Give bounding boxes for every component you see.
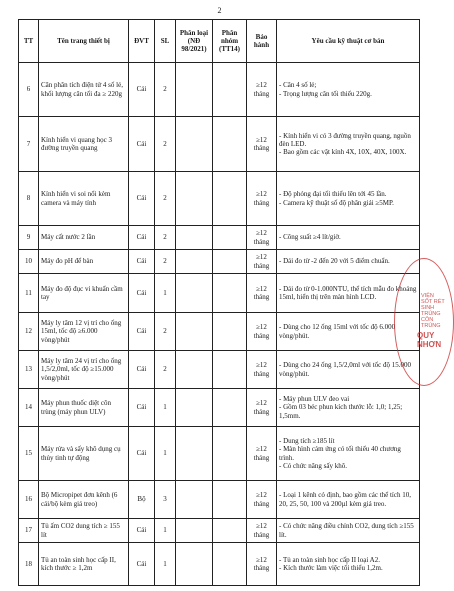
row-name-cell: Máy ly tâm 24 vị trí cho ống 1,5/2,0ml, tốc độ ≥15.000 vòng/phút bbox=[39, 351, 129, 389]
row-name-cell: Tủ an toàn sinh học cấp II, kích thước ≥ 1,2m bbox=[39, 543, 129, 586]
row-group-tt-cell bbox=[213, 274, 247, 313]
header-requirements: Yêu cầu kỹ thuật cơ bản bbox=[277, 20, 420, 63]
row-qty-cell: 2 bbox=[155, 63, 176, 117]
row-requirements-cell bbox=[277, 389, 420, 427]
header-unit: ĐVT bbox=[129, 20, 155, 63]
row-requirements-cell bbox=[277, 351, 420, 389]
row-group-tt-cell bbox=[213, 481, 247, 519]
row-class-nd-cell bbox=[176, 481, 213, 519]
table-body bbox=[19, 63, 420, 586]
row-warranty-cell: ≥12 tháng bbox=[247, 117, 277, 172]
row-requirements-cell bbox=[277, 543, 420, 586]
table-row bbox=[19, 250, 420, 274]
row-tt-cell: 14 bbox=[19, 389, 39, 427]
row-class-nd-cell bbox=[176, 117, 213, 172]
row-name-cell: Máy cất nước 2 lần bbox=[39, 226, 129, 250]
row-unit-cell: Bộ bbox=[129, 481, 155, 519]
row-group-tt-cell bbox=[213, 389, 247, 427]
row-group-tt-cell bbox=[213, 117, 247, 172]
row-qty-cell: 2 bbox=[155, 250, 176, 274]
row-qty-cell: 2 bbox=[155, 117, 176, 172]
row-unit-cell: Cái bbox=[129, 519, 155, 543]
page-number: 2 bbox=[217, 6, 222, 15]
header-row bbox=[19, 20, 420, 63]
row-tt-cell: 10 bbox=[19, 250, 39, 274]
row-name-cell: Tủ ấm CO2 dung tích ≥ 155 lít bbox=[39, 519, 129, 543]
row-name-cell: Máy ly tâm 12 vị trí cho ống 15ml, tốc độ ≥6.000 vòng/phút bbox=[39, 313, 129, 351]
requirement-line: - Dải đo từ -2 đến 20 với 5 điểm chuẩn. bbox=[279, 257, 390, 266]
requirement-line: - Tủ an toàn sinh học cấp II loại A2. bbox=[279, 555, 380, 564]
requirement-line: - Máy phun ULV đeo vai bbox=[279, 395, 350, 404]
row-name-cell: Kính hiển vi quang học 3 đường truyền quang bbox=[39, 117, 129, 172]
row-warranty-cell: ≥12 tháng bbox=[247, 274, 277, 313]
header-name: Tên trang thiết bị bbox=[39, 20, 129, 63]
row-class-nd-cell bbox=[176, 389, 213, 427]
row-class-nd-cell bbox=[176, 274, 213, 313]
table-row bbox=[19, 351, 420, 389]
header-warranty: Bảo hành bbox=[247, 20, 277, 63]
row-tt-cell: 15 bbox=[19, 427, 39, 481]
row-unit-cell: Cái bbox=[129, 427, 155, 481]
requirement-line: - Dung tích ≥185 lít bbox=[279, 437, 335, 445]
requirement-line: - Màn hình cảm ứng có tối thiểu 40 chương trình. bbox=[279, 445, 401, 462]
row-requirements-cell bbox=[277, 226, 420, 250]
header-qty: SL bbox=[155, 20, 176, 63]
row-group-tt-cell bbox=[213, 519, 247, 543]
row-unit-cell: Cái bbox=[129, 117, 155, 172]
row-class-nd-cell bbox=[176, 351, 213, 389]
row-unit-cell: Cái bbox=[129, 250, 155, 274]
row-name-cell: Máy phun thuốc diệt côn trùng (máy phun ULV) bbox=[39, 389, 129, 427]
row-warranty-cell: ≥12 tháng bbox=[247, 250, 277, 274]
stamp-text-line: SINH TRÙNG bbox=[421, 305, 441, 317]
row-tt-cell: 12 bbox=[19, 313, 39, 351]
row-requirements-cell bbox=[277, 63, 420, 117]
requirement-line: - Cân 4 số lẻ; bbox=[279, 81, 317, 90]
table-row bbox=[19, 172, 420, 226]
row-requirements-cell bbox=[277, 481, 420, 519]
table-row bbox=[19, 389, 420, 427]
stamp-text-line: VIỆN bbox=[421, 293, 434, 299]
row-class-nd-cell bbox=[176, 172, 213, 226]
row-qty-cell: 2 bbox=[155, 351, 176, 389]
header-tt: TT bbox=[19, 20, 39, 63]
row-unit-cell: Cái bbox=[129, 389, 155, 427]
row-unit-cell: Cái bbox=[129, 63, 155, 117]
row-class-nd-cell bbox=[176, 226, 213, 250]
row-warranty-cell: ≥12 tháng bbox=[247, 351, 277, 389]
row-requirements-cell bbox=[277, 250, 420, 274]
row-name-cell: Bộ Micropipet đơn kênh (6 cái/bộ kèm giá treo) bbox=[39, 481, 129, 519]
row-qty-cell: 1 bbox=[155, 274, 176, 313]
requirement-line: - Dải đo từ 0-1.000NTU, thể tích mẫu đo khoảng 15ml, hiển thị trên màn hình LCD. bbox=[279, 284, 417, 301]
row-group-tt-cell bbox=[213, 250, 247, 274]
row-class-nd-cell bbox=[176, 543, 213, 586]
row-requirements-cell bbox=[277, 117, 420, 172]
row-name-cell: Kính hiển vi soi nổi kèm camera và máy tính bbox=[39, 172, 129, 226]
table-row bbox=[19, 427, 420, 481]
requirement-line: - Trọng lượng cân tối thiểu 220g. bbox=[279, 89, 372, 98]
requirement-line: - Loại 1 kênh có định, bao gồm các thể tích 10, 20, 25, 50, 100 và 200µl kèm giá treo. bbox=[279, 491, 411, 508]
table-row bbox=[19, 543, 420, 586]
row-requirements-cell bbox=[277, 313, 420, 351]
table-row bbox=[19, 226, 420, 250]
row-group-tt-cell bbox=[213, 313, 247, 351]
row-unit-cell: Cái bbox=[129, 313, 155, 351]
table-row bbox=[19, 481, 420, 519]
row-class-nd-cell bbox=[176, 519, 213, 543]
row-unit-cell: Cái bbox=[129, 226, 155, 250]
row-requirements-cell bbox=[277, 427, 420, 481]
requirement-line: - Camera kỹ thuật số độ phân giải ≥5MP. bbox=[279, 198, 394, 207]
row-tt-cell: 13 bbox=[19, 351, 39, 389]
requirement-line: - Dùng cho 12 ống 15ml với tốc độ 6.000 vòng/phút. bbox=[279, 323, 396, 340]
row-group-tt-cell bbox=[213, 427, 247, 481]
row-class-nd-cell bbox=[176, 313, 213, 351]
row-qty-cell: 1 bbox=[155, 389, 176, 427]
header-group-tt: Phân nhóm (TT14) bbox=[213, 20, 247, 63]
requirement-line: - Công suất ≥4 lít/giờ. bbox=[279, 233, 341, 242]
stamp-text-line: SỐT RÉT bbox=[421, 299, 445, 305]
row-warranty-cell: ≥12 tháng bbox=[247, 226, 277, 250]
row-qty-cell: 2 bbox=[155, 172, 176, 226]
table-row bbox=[19, 313, 420, 351]
row-qty-cell: 1 bbox=[155, 427, 176, 481]
row-qty-cell: 3 bbox=[155, 481, 176, 519]
row-qty-cell: 2 bbox=[155, 313, 176, 351]
row-warranty-cell: ≥12 tháng bbox=[247, 389, 277, 427]
row-name-cell: Máy rửa và sấy khô dụng cụ thủy tinh tự động bbox=[39, 427, 129, 481]
row-tt-cell: 9 bbox=[19, 226, 39, 250]
row-warranty-cell: ≥12 tháng bbox=[247, 172, 277, 226]
row-warranty-cell: ≥12 tháng bbox=[247, 313, 277, 351]
requirement-line: - Gồm 03 béc phun kích thước lỗ: 1,0; 1,25; 1,5mm. bbox=[279, 403, 403, 420]
requirement-line: - Kích thước làm việc tối thiểu 1,2m. bbox=[279, 564, 383, 572]
row-unit-cell: Cái bbox=[129, 351, 155, 389]
row-unit-cell: Cái bbox=[129, 172, 155, 226]
row-group-tt-cell bbox=[213, 543, 247, 586]
requirement-line: - Kính hiển vi có 3 đường truyền quang, nguồn đèn LED. bbox=[279, 131, 411, 148]
row-qty-cell: 1 bbox=[155, 519, 176, 543]
row-tt-cell: 6 bbox=[19, 63, 39, 117]
equipment-table bbox=[18, 19, 420, 586]
table-row bbox=[19, 519, 420, 543]
table-row bbox=[19, 274, 420, 313]
row-tt-cell: 11 bbox=[19, 274, 39, 313]
header-class-nd: Phân loại (NĐ 98/2021) bbox=[176, 20, 213, 63]
row-tt-cell: 16 bbox=[19, 481, 39, 519]
row-group-tt-cell bbox=[213, 351, 247, 389]
stamp-text-line: QUY NHƠN bbox=[417, 331, 442, 349]
stamp-text-line: CÔN TRÙNG bbox=[421, 317, 441, 329]
row-warranty-cell: ≥12 tháng bbox=[247, 63, 277, 117]
row-warranty-cell: ≥12 tháng bbox=[247, 543, 277, 586]
row-unit-cell: Cái bbox=[129, 543, 155, 586]
row-unit-cell: Cái bbox=[129, 274, 155, 313]
requirement-line: - Dùng cho 24 ống 1,5/2,0ml với tốc độ 15.000 vòng/phút. bbox=[279, 361, 412, 378]
requirement-line: - Độ phóng đại tối thiểu lên tới 45 lần. bbox=[279, 190, 387, 199]
table-row bbox=[19, 63, 420, 117]
requirement-line: - Có chức năng điều chỉnh CO2, dung tích ≥155 lít. bbox=[279, 522, 414, 539]
row-group-tt-cell bbox=[213, 172, 247, 226]
row-name-cell: Cân phân tích điện tử 4 số lẻ, khối lượng cân tối đa ≥ 220g bbox=[39, 63, 129, 117]
row-class-nd-cell bbox=[176, 250, 213, 274]
row-qty-cell: 2 bbox=[155, 226, 176, 250]
row-requirements-cell bbox=[277, 519, 420, 543]
row-class-nd-cell bbox=[176, 427, 213, 481]
row-tt-cell: 8 bbox=[19, 172, 39, 226]
row-requirements-cell bbox=[277, 274, 420, 313]
row-group-tt-cell bbox=[213, 63, 247, 117]
row-name-cell: Máy đo độ đục vi khuẩn cầm tay bbox=[39, 274, 129, 313]
row-warranty-cell: ≥12 tháng bbox=[247, 481, 277, 519]
row-warranty-cell: ≥12 tháng bbox=[247, 427, 277, 481]
row-group-tt-cell bbox=[213, 226, 247, 250]
row-qty-cell: 1 bbox=[155, 543, 176, 586]
row-tt-cell: 18 bbox=[19, 543, 39, 586]
row-tt-cell: 7 bbox=[19, 117, 39, 172]
row-requirements-cell bbox=[277, 172, 420, 226]
table-row bbox=[19, 117, 420, 172]
row-class-nd-cell bbox=[176, 63, 213, 117]
requirement-line: - Bao gồm các vật kính 4X, 10X, 40X, 100X. bbox=[279, 148, 407, 157]
requirement-line: - Có chức năng sấy khô. bbox=[279, 461, 347, 470]
row-tt-cell: 17 bbox=[19, 519, 39, 543]
row-name-cell: Máy đo pH để bàn bbox=[39, 250, 129, 274]
row-warranty-cell: ≥12 tháng bbox=[247, 519, 277, 543]
